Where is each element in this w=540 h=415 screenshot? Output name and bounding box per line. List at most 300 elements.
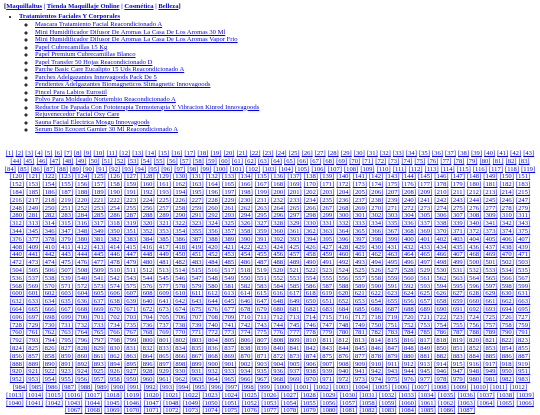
page-link[interactable]: [335] <box>385 220 400 228</box>
page-link[interactable]: [263] <box>254 204 269 212</box>
page-link[interactable]: [62] <box>244 157 256 165</box>
page-link[interactable]: [348] <box>75 227 90 235</box>
page-link[interactable]: [97] <box>174 165 186 173</box>
page-link[interactable]: [887] <box>515 352 531 360</box>
page-link[interactable]: [161] <box>156 181 172 189</box>
page-link[interactable]: [253] <box>91 204 106 212</box>
page-link[interactable]: [707] <box>189 313 204 321</box>
page-link[interactable]: [408] <box>9 243 25 251</box>
page-link[interactable]: [504] <box>9 266 25 274</box>
page-link[interactable]: [993] <box>159 383 175 391</box>
page-link[interactable]: [260] <box>205 204 220 212</box>
page-link[interactable]: [407] <box>515 235 531 243</box>
page-link[interactable]: [639] <box>124 298 139 306</box>
page-link[interactable]: [883] <box>450 352 465 360</box>
page-link[interactable]: [157] <box>91 181 106 189</box>
page-link[interactable]: [510] <box>107 266 123 274</box>
page-link[interactable]: [286] <box>107 212 123 220</box>
page-link[interactable]: [496] <box>401 259 416 267</box>
page-link[interactable]: [1002] <box>313 383 332 391</box>
page-link[interactable]: [459] <box>320 251 335 259</box>
page-link[interactable]: [547] <box>189 274 204 282</box>
page-link[interactable]: [823] <box>515 337 531 345</box>
page-link[interactable]: [252] <box>75 204 90 212</box>
page-link[interactable]: [477] <box>91 259 106 267</box>
page-link[interactable]: [546] <box>173 274 188 282</box>
page-link[interactable]: [28] <box>327 150 339 157</box>
page-link[interactable]: [922] <box>42 368 57 376</box>
page-link[interactable]: [9] <box>83 150 92 157</box>
page-link[interactable]: [187] <box>58 188 74 196</box>
page-link[interactable]: [1070] <box>123 407 142 415</box>
page-link[interactable]: [688] <box>401 305 416 313</box>
page-link[interactable]: [294] <box>238 212 253 220</box>
page-link[interactable]: [262] <box>238 204 253 212</box>
page-link[interactable]: [630] <box>499 290 514 298</box>
page-link[interactable]: [701] <box>91 313 106 321</box>
page-link[interactable]: [172] <box>336 181 351 189</box>
page-link[interactable]: [78] <box>453 157 465 165</box>
page-link[interactable]: [143] <box>385 173 400 181</box>
page-link[interactable]: [314] <box>42 220 57 228</box>
page-link[interactable]: [21] <box>236 150 248 157</box>
page-link[interactable]: [974] <box>368 376 384 384</box>
page-link[interactable]: [570] <box>42 282 57 290</box>
page-link[interactable]: [367] <box>385 227 400 235</box>
page-link[interactable]: [19] <box>210 150 222 157</box>
page-link[interactable]: [446] <box>107 251 123 259</box>
page-link[interactable]: [849] <box>417 344 433 352</box>
page-link[interactable]: [909] <box>352 360 368 368</box>
page-link[interactable]: [317] <box>91 220 106 228</box>
page-link[interactable]: [248] <box>9 204 25 212</box>
page-link[interactable]: [374] <box>499 227 514 235</box>
page-link[interactable]: [824] <box>9 344 25 352</box>
page-link[interactable]: [649] <box>287 298 302 306</box>
page-link[interactable]: [737] <box>156 321 172 329</box>
page-link[interactable]: [935] <box>254 368 269 376</box>
page-link[interactable]: [880] <box>401 352 416 360</box>
page-link[interactable]: [973] <box>352 376 367 384</box>
page-link[interactable]: [1013] <box>6 391 24 399</box>
page-link[interactable]: [309] <box>483 212 498 220</box>
page-link[interactable]: [111] <box>392 165 407 173</box>
page-link[interactable]: [507] <box>58 266 74 274</box>
page-link[interactable]: [569] <box>26 282 41 290</box>
page-link[interactable]: [596] <box>466 282 482 290</box>
page-link[interactable]: [654] <box>368 298 384 306</box>
page-link[interactable]: [122] <box>42 173 57 181</box>
page-link[interactable]: [1006] <box>391 383 410 391</box>
page-link[interactable]: [257] <box>156 204 172 212</box>
page-link[interactable]: [951] <box>515 368 531 376</box>
page-link[interactable]: [576] <box>140 282 155 290</box>
page-link[interactable]: [843] <box>320 344 335 352</box>
page-link[interactable]: [580] <box>205 282 220 290</box>
page-link[interactable]: [579] <box>189 282 204 290</box>
page-link[interactable]: [1067] <box>64 407 83 415</box>
page-link[interactable]: [321] <box>156 220 172 228</box>
page-link[interactable]: [244] <box>466 196 482 204</box>
page-link[interactable]: [391] <box>254 235 269 243</box>
page-link[interactable]: [1005] <box>372 383 390 391</box>
page-link[interactable]: [541] <box>91 274 106 282</box>
page-link[interactable]: [410] <box>42 243 57 251</box>
page-link[interactable]: [666] <box>42 305 57 313</box>
page-link[interactable]: [555] <box>320 274 335 282</box>
page-link[interactable]: [864] <box>140 352 155 360</box>
page-link[interactable]: [356] <box>205 227 220 235</box>
page-link[interactable]: [483] <box>189 259 204 267</box>
page-link[interactable]: [82] <box>505 157 517 165</box>
page-link[interactable]: [796] <box>75 337 90 345</box>
page-link[interactable]: [680] <box>271 305 286 313</box>
page-link[interactable]: [912] <box>401 360 416 368</box>
page-link[interactable]: [236] <box>336 196 351 204</box>
page-link[interactable]: [740] <box>205 321 220 329</box>
page-link[interactable]: [35] <box>418 150 430 157</box>
page-link[interactable]: [138] <box>303 173 318 181</box>
page-link[interactable]: [538] <box>42 274 57 282</box>
page-link[interactable]: [223] <box>124 196 139 204</box>
page-link[interactable]: [613] <box>221 290 237 298</box>
page-link[interactable]: [526] <box>368 266 384 274</box>
page-link[interactable]: [833] <box>156 344 172 352</box>
page-link[interactable]: [949] <box>483 368 498 376</box>
page-link[interactable]: [42] <box>510 150 522 157</box>
page-link[interactable]: [1014] <box>25 391 44 399</box>
page-link[interactable]: [52] <box>114 157 126 165</box>
page-link[interactable]: [102] <box>246 165 261 173</box>
page-link[interactable]: [856] <box>9 352 25 360</box>
page-link[interactable]: [75] <box>414 157 426 165</box>
page-link[interactable]: [854] <box>499 344 514 352</box>
page-link[interactable]: [837] <box>222 344 237 352</box>
page-link[interactable]: [916] <box>466 360 482 368</box>
page-link[interactable]: [1] <box>5 150 14 157</box>
page-link[interactable]: [722] <box>434 313 449 321</box>
page-link[interactable]: [846] <box>368 344 384 352</box>
page-link[interactable]: [1032] <box>378 391 397 399</box>
page-link[interactable]: [218] <box>42 196 57 204</box>
page-link[interactable]: [447] <box>124 251 139 259</box>
page-link[interactable]: [448] <box>140 251 155 259</box>
page-link[interactable]: [614] <box>238 290 253 298</box>
page-link[interactable]: [332] <box>336 220 351 228</box>
page-link[interactable]: [503] <box>515 259 531 267</box>
page-link[interactable]: [769] <box>156 329 172 337</box>
page-link[interactable]: [72] <box>375 157 387 165</box>
page-link[interactable]: [1019] <box>123 391 142 399</box>
page-link[interactable]: [808] <box>271 337 286 345</box>
page-link[interactable]: [90] <box>83 165 95 173</box>
page-link[interactable]: [1057] <box>339 399 358 407</box>
page-link[interactable]: [726] <box>499 313 514 321</box>
page-link[interactable]: [661] <box>483 298 498 306</box>
page-link[interactable]: [386] <box>173 235 188 243</box>
page-link[interactable]: [612] <box>205 290 220 298</box>
page-link[interactable]: [708] <box>205 313 221 321</box>
page-link[interactable]: [732] <box>75 321 90 329</box>
page-link[interactable]: [246] <box>499 196 514 204</box>
page-link[interactable]: [287] <box>124 212 139 220</box>
page-link[interactable]: [956] <box>75 376 90 384</box>
page-link[interactable]: [141] <box>352 173 367 181</box>
page-link[interactable]: [946] <box>434 368 449 376</box>
page-link[interactable]: [419] <box>189 243 204 251</box>
page-link[interactable]: [845] <box>352 344 367 352</box>
page-link[interactable]: [49] <box>75 157 87 165</box>
page-link[interactable]: [467] <box>450 251 465 259</box>
page-link[interactable]: [265] <box>287 204 302 212</box>
page-link[interactable]: [1038] <box>496 391 515 399</box>
page-link[interactable]: [566] <box>499 274 514 282</box>
page-link[interactable]: [920] <box>9 368 25 376</box>
page-link[interactable]: [724] <box>466 313 482 321</box>
page-link[interactable]: [904] <box>271 360 286 368</box>
page-link[interactable]: [720] <box>401 313 416 321</box>
page-link[interactable]: [192] <box>140 188 155 196</box>
page-link[interactable]: [274] <box>434 204 449 212</box>
page-link[interactable]: [1050] <box>202 399 220 407</box>
page-link[interactable]: [60] <box>218 157 230 165</box>
page-link[interactable]: [255] <box>124 204 139 212</box>
page-link[interactable]: [185] <box>26 188 41 196</box>
page-link[interactable]: [210] <box>434 188 449 196</box>
page-link[interactable]: [6] <box>54 150 63 157</box>
page-link[interactable]: [917] <box>483 360 498 368</box>
page-link[interactable]: [646] <box>238 298 253 306</box>
page-link[interactable]: [360] <box>271 227 286 235</box>
page-link[interactable]: [29] <box>340 150 352 157</box>
page-link[interactable]: [923] <box>58 368 74 376</box>
page-link[interactable]: [834] <box>173 344 188 352</box>
page-link[interactable]: [466] <box>434 251 449 259</box>
page-link[interactable]: [385] <box>156 235 172 243</box>
page-link[interactable]: [92] <box>109 165 121 173</box>
page-link[interactable]: [256] <box>140 204 155 212</box>
page-link[interactable]: [723] <box>450 313 465 321</box>
page-link[interactable]: [420] <box>205 243 220 251</box>
page-link[interactable]: [829] <box>91 344 106 352</box>
page-link[interactable]: [280] <box>9 212 25 220</box>
page-link[interactable]: [689] <box>417 305 433 313</box>
page-link[interactable]: [878] <box>368 352 384 360</box>
page-link[interactable]: [168] <box>271 181 286 189</box>
page-link[interactable]: [958] <box>107 376 123 384</box>
page-link[interactable]: [33] <box>392 150 404 157</box>
page-link[interactable]: [749] <box>352 321 367 329</box>
page-link[interactable]: [553] <box>287 274 302 282</box>
page-link[interactable]: [963] <box>189 376 204 384</box>
page-link[interactable]: [810] <box>303 337 319 345</box>
page-link[interactable]: [50] <box>88 157 100 165</box>
page-link[interactable]: [305] <box>418 212 433 220</box>
page-link[interactable]: [40] <box>484 150 496 157</box>
page-link[interactable]: [734] <box>107 321 123 329</box>
page-link[interactable]: [278] <box>499 204 514 212</box>
page-link[interactable]: [516] <box>205 266 220 274</box>
page-link[interactable]: [918] <box>499 360 514 368</box>
page-link[interactable]: [229] <box>222 196 237 204</box>
page-link[interactable]: [1074] <box>202 407 220 415</box>
page-link[interactable]: [819] <box>450 337 465 345</box>
page-link[interactable]: [415] <box>123 243 139 251</box>
page-link[interactable]: [191] <box>124 188 139 196</box>
page-link[interactable]: [710] <box>238 313 253 321</box>
page-link[interactable]: [968] <box>271 376 286 384</box>
page-link[interactable]: [933] <box>222 368 237 376</box>
page-link[interactable]: [501] <box>483 259 498 267</box>
page-link[interactable]: [660] <box>466 298 482 306</box>
page-link[interactable]: [910] <box>369 360 384 368</box>
page-link[interactable]: [201] <box>287 188 302 196</box>
page-link[interactable]: [1086] <box>437 407 456 415</box>
product-link[interactable]: Mini Humidificador Difusor De Aromas La Casa De Los Aromas 30 Ml <box>35 28 226 36</box>
page-link[interactable]: [770] <box>173 329 188 337</box>
page-link[interactable]: [978] <box>434 376 449 384</box>
page-link[interactable]: [1041] <box>25 399 44 407</box>
page-link[interactable]: [518] <box>238 266 253 274</box>
page-link[interactable]: [557] <box>352 274 367 282</box>
page-link[interactable]: [336] <box>401 220 416 228</box>
page-link[interactable]: [821] <box>483 337 498 345</box>
page-link[interactable]: [130] <box>173 173 188 181</box>
page-link[interactable]: [450] <box>173 251 188 259</box>
page-link[interactable]: [488] <box>271 259 286 267</box>
page-link[interactable]: [316] <box>75 220 90 228</box>
page-link[interactable]: [807] <box>254 337 270 345</box>
page-link[interactable]: [984] <box>12 383 28 391</box>
page-link[interactable]: [190] <box>107 188 123 196</box>
page-link[interactable]: [818] <box>434 337 449 345</box>
page-link[interactable]: [999] <box>257 383 273 391</box>
page-link[interactable]: [551] <box>254 274 269 282</box>
page-link[interactable]: [101] <box>229 165 244 173</box>
page-link[interactable]: [1054] <box>280 399 299 407</box>
page-link[interactable]: [803] <box>189 337 204 345</box>
page-link[interactable]: [109] <box>360 165 375 173</box>
page-link[interactable]: [583] <box>254 282 269 290</box>
page-link[interactable]: [310] <box>499 212 515 220</box>
page-link[interactable]: [540] <box>75 274 90 282</box>
page-link[interactable]: [417] <box>156 243 171 251</box>
page-link[interactable]: [932] <box>205 368 220 376</box>
page-link[interactable]: [1040] <box>6 399 24 407</box>
breadcrumb-link-home[interactable]: Maquillaltus <box>6 3 43 10</box>
page-link[interactable]: [247] <box>515 196 531 204</box>
page-link[interactable]: [763] <box>58 329 74 337</box>
page-link[interactable]: [1053] <box>261 399 279 407</box>
page-link[interactable]: [1085] <box>418 407 436 415</box>
page-link[interactable]: [373] <box>483 227 498 235</box>
page-link[interactable]: [847] <box>385 344 400 352</box>
page-link[interactable]: [881] <box>417 352 433 360</box>
page-link[interactable]: [439] <box>515 243 531 251</box>
page-link[interactable]: [755] <box>450 321 465 329</box>
product-link[interactable]: Parche Basic Care Eucalipto 15 Uds Reacondicionado A <box>35 66 185 73</box>
page-link[interactable]: [1031] <box>359 391 377 399</box>
page-link[interactable]: [687] <box>385 305 400 313</box>
page-link[interactable]: [372] <box>466 227 482 235</box>
breadcrumb-link-beauty[interactable]: Belleza <box>158 3 179 10</box>
page-link[interactable]: [705] <box>156 313 172 321</box>
page-link[interactable]: [840] <box>271 344 286 352</box>
page-link[interactable]: [842] <box>303 344 318 352</box>
page-link[interactable]: [227] <box>189 196 204 204</box>
page-link[interactable]: [863] <box>124 352 139 360</box>
page-link[interactable]: [830] <box>107 344 123 352</box>
page-link[interactable]: [662] <box>499 298 514 306</box>
page-link[interactable]: [160] <box>140 181 155 189</box>
page-link[interactable]: [1020] <box>143 391 162 399</box>
page-link[interactable]: [249] <box>26 204 41 212</box>
page-link[interactable]: [664] <box>9 305 25 313</box>
page-link[interactable]: [591] <box>385 282 400 290</box>
page-link[interactable]: [563] <box>450 274 465 282</box>
page-link[interactable]: [889] <box>26 360 41 368</box>
page-link[interactable]: [699] <box>58 313 74 321</box>
page-link[interactable]: [866] <box>173 352 188 360</box>
page-link[interactable]: [976] <box>401 376 416 384</box>
page-link[interactable]: [139] <box>320 173 335 181</box>
page-link[interactable]: [481] <box>156 259 172 267</box>
page-link[interactable]: [156] <box>75 181 90 189</box>
page-link[interactable]: [494] <box>368 259 384 267</box>
page-link[interactable]: [1081] <box>339 407 358 415</box>
page-link[interactable]: [189] <box>91 188 106 196</box>
page-link[interactable]: [981] <box>483 376 498 384</box>
page-link[interactable]: [785] <box>417 329 433 337</box>
page-link[interactable]: [691] <box>450 305 465 313</box>
page-link[interactable]: [322] <box>173 220 188 228</box>
page-link[interactable]: [460] <box>336 251 351 259</box>
page-link[interactable]: [1039] <box>516 391 534 399</box>
page-link[interactable]: [926] <box>107 368 123 376</box>
page-link[interactable]: [942] <box>368 368 384 376</box>
page-link[interactable]: [250] <box>42 204 57 212</box>
page-link[interactable]: [1008] <box>431 383 449 391</box>
page-link[interactable]: [894] <box>107 360 123 368</box>
page-link[interactable]: [893] <box>91 360 106 368</box>
page-link[interactable]: [258] <box>173 204 188 212</box>
page-link[interactable]: [665] <box>26 305 41 313</box>
page-link[interactable]: [453] <box>222 251 237 259</box>
page-link[interactable]: [465] <box>417 251 433 259</box>
page-link[interactable]: [855] <box>515 344 531 352</box>
page-link[interactable]: [791] <box>515 329 531 337</box>
page-link[interactable]: [339] <box>450 220 465 228</box>
page-link[interactable]: [1023] <box>202 391 220 399</box>
page-link[interactable]: [793] <box>26 337 41 345</box>
page-link[interactable]: [772] <box>205 329 220 337</box>
page-link[interactable]: [527] <box>385 266 400 274</box>
page-link[interactable]: [672] <box>140 305 155 313</box>
page-link[interactable]: [822] <box>499 337 514 345</box>
page-link[interactable]: [36] <box>431 150 443 157</box>
page-link[interactable]: [620] <box>336 290 351 298</box>
page-link[interactable]: [548] <box>205 274 220 282</box>
page-link[interactable]: [1034] <box>418 391 436 399</box>
page-link[interactable]: [1063] <box>457 399 476 407</box>
page-link[interactable]: [927] <box>124 368 139 376</box>
page-link[interactable]: [1004] <box>352 383 371 391</box>
page-link[interactable]: [88] <box>56 165 68 173</box>
page-link[interactable]: [629] <box>483 290 498 298</box>
page-link[interactable]: [485] <box>222 259 237 267</box>
page-link[interactable]: [478] <box>107 259 123 267</box>
page-link[interactable]: [100] <box>213 165 228 173</box>
